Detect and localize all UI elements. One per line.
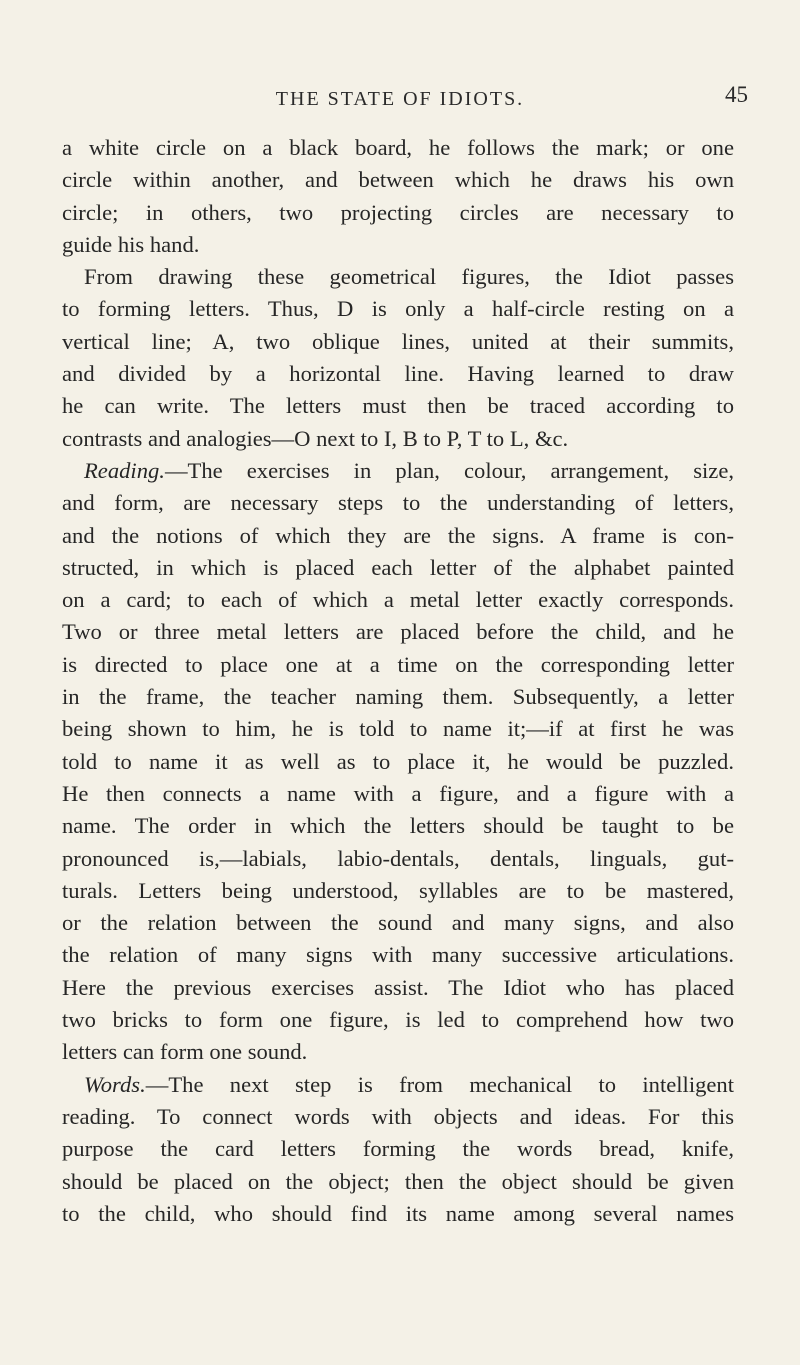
text-line: Two or three metal letters are placed before the child, and he: [62, 619, 734, 645]
text-line-rest: —The exercises in plan, colour, arrangement, size,: [164, 457, 734, 483]
text-line: guide his hand.: [62, 231, 200, 257]
text-line: on a card; to each of which a metal letter exactly corresponds.: [62, 587, 734, 613]
text-line: circle; in others, two projecting circles are necessary to: [62, 199, 734, 225]
text-line: circle within another, and between which he draws his own: [62, 167, 734, 193]
text-line: to the child, who should find its name among several names: [62, 1200, 734, 1226]
text-line: letters can form one sound.: [62, 1039, 308, 1065]
text-line: and form, are necessary steps to the understanding of letters,: [62, 490, 734, 516]
text-line: He then connects a name with a figure, and a figure with a: [62, 780, 734, 806]
text-line: the relation of many signs with many successive articulations.: [62, 942, 734, 968]
text-line: to forming letters. Thus, D is only a half-circle resting on a: [62, 296, 734, 322]
section-heading-words: Words.: [84, 1071, 146, 1097]
text-line: structed, in which is placed each letter of the alphabet painted: [62, 554, 734, 580]
running-title: THE STATE OF IDIOTS.: [275, 88, 525, 110]
text-line: purpose the card letters forming the words bread, knife,: [62, 1136, 734, 1162]
text-line: contrasts and analogies—O next to I, B to P, T to L, &c.: [62, 425, 569, 451]
text-line: a white circle on a black board, he follows the mark; or one: [62, 135, 734, 160]
text-line: told to name it as well as to place it, he would be puzzled.: [62, 748, 734, 774]
text-line: or the relation between the sound and many signs, and also: [62, 910, 734, 936]
text-line: in the frame, the teacher naming them. Subsequently, a letter: [62, 684, 734, 710]
running-head: [60, 82, 748, 114]
section-heading-reading: Reading.: [84, 457, 165, 483]
text-line: pronounced is,—labials, labio-dentals, dentals, linguals, gut-: [62, 845, 734, 871]
text-line: From drawing these geometrical figures, the Idiot passes: [84, 264, 734, 290]
text-line: and the notions of which they are the signs. A frame is con-: [62, 522, 734, 548]
text-line: and divided by a horizontal line. Having learned to draw: [62, 361, 734, 387]
text-line: he can write. The letters must then be traced according to: [62, 393, 734, 419]
text-line-rest: —The next step is from mechanical to intelligent: [145, 1071, 734, 1097]
paragraph-words-first-line: [62, 1069, 734, 1101]
text-line: vertical line; A, two oblique lines, united at their summits,: [62, 328, 734, 354]
body-text: [62, 132, 734, 1230]
text-line: being shown to him, he is told to name it;—if at first he was: [62, 716, 734, 742]
text-line: should be placed on the object; then the object should be given: [62, 1168, 734, 1194]
text-line: name. The order in which the letters should be taught to be: [62, 813, 734, 839]
text-line: Here the previous exercises assist. The Idiot who has placed: [62, 974, 734, 1000]
text-line: is directed to place one at a time on the corresponding letter: [62, 651, 734, 677]
text-line: turals. Letters being understood, syllables are to be mastered,: [62, 877, 734, 903]
page-number: 45: [725, 82, 748, 107]
text-line: two bricks to form one figure, is led to comprehend how two: [62, 1007, 734, 1033]
text-line: reading. To connect words with objects and ideas. For this: [62, 1103, 734, 1129]
paragraph-reading-first-line: [62, 455, 734, 487]
